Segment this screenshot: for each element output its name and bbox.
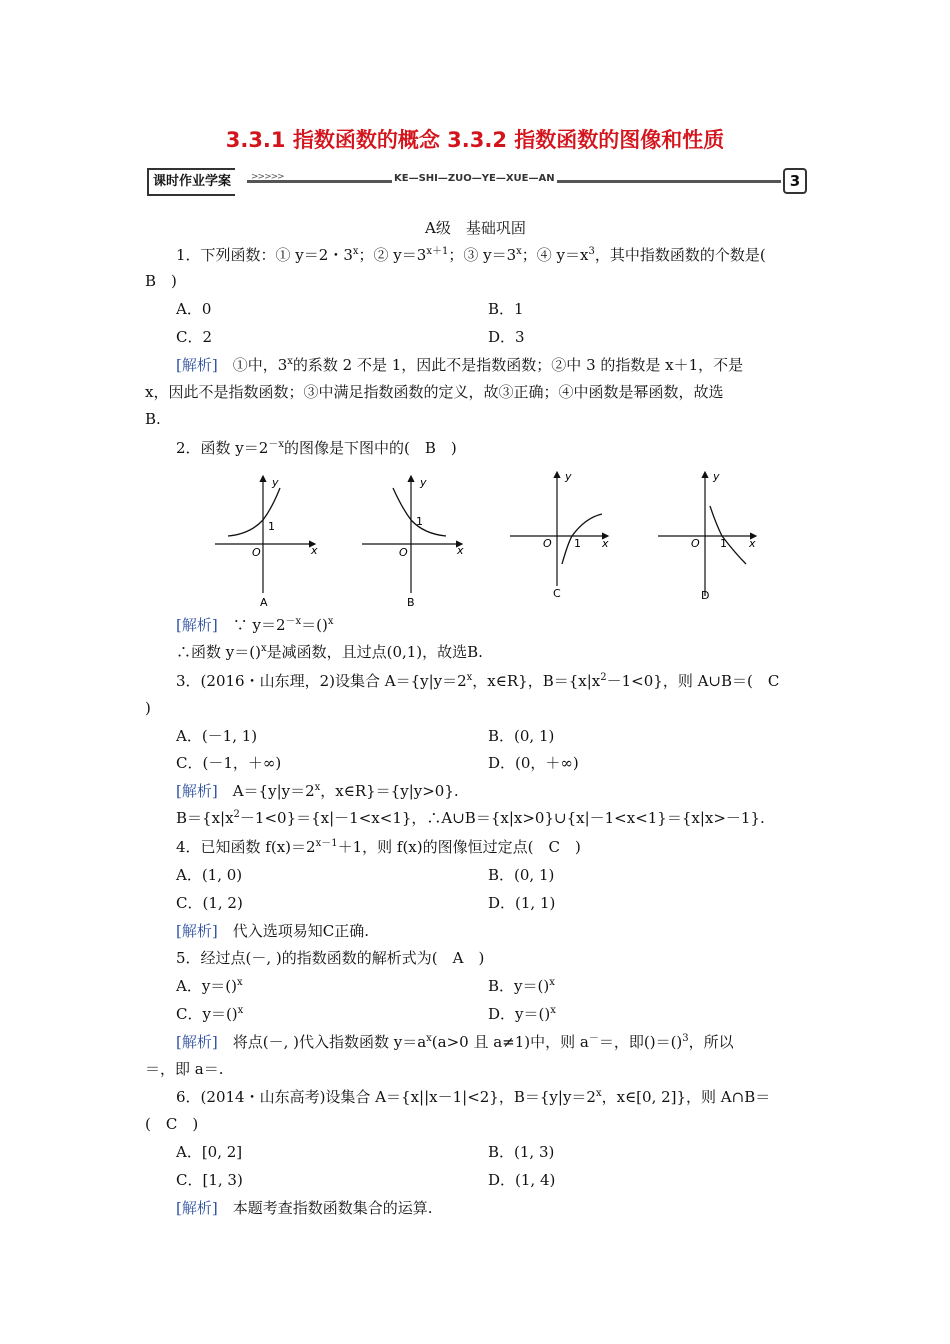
graph-b	[362, 476, 464, 609]
svg-text:O: O	[399, 546, 408, 559]
q5-option-d: D．y＝()$^x$	[488, 1005, 556, 1023]
q5-analysis-1: [解析] 将点(－, )代入指数函数 $y=a^x(a>0$ 且 a≠1)中，则 a－＝，即()＝()$^3$，所以	[176, 1033, 734, 1051]
q5-stem: 5．经过点(－, )的指数函数的解析式为( A )	[176, 949, 485, 967]
q3-option-b: B．(0, 1)	[488, 727, 555, 745]
svg-text:x: x	[457, 544, 464, 557]
q1-answer: B )	[145, 272, 177, 290]
q6-stem-end: ( C )	[145, 1115, 199, 1133]
svg-text:x: x	[749, 537, 756, 550]
graph-b-letter: B	[407, 596, 415, 609]
q3-option-c: C．(－1，＋∞)	[176, 754, 282, 772]
banner-label: 课时作业学案	[147, 168, 235, 196]
curve-c	[562, 514, 602, 564]
q1-analysis-1: [解析] ①中，3$^x$的系数 2 不是 1，因此不是指数函数；②中 3 的指数是 x＋1，不是	[176, 356, 744, 374]
q1-stem: 1．下列函数：① y＝2・3$^x$；② $y=3^{x+1}$；③ $y=3^x$；④ $y=x^3$，其中指数函数的个数是(	[176, 246, 766, 264]
q3-option-d: D．(0，＋∞)	[488, 754, 579, 772]
q1-option-b: B．1	[488, 300, 524, 318]
q3-analysis-2: $B=\{x|x^2-1<0\}=\{x|-1<x<1\}$，∴A∪B＝{x|x>0}∪{x|－1<x<1}＝{x|x>－1}.	[176, 809, 765, 827]
curve-b	[393, 488, 446, 536]
q4-stem: 4．已知函数 $f(x)=2^{x-1}+1$，则 f(x)的图像恒过定点( C )	[176, 838, 581, 856]
svg-text:O: O	[252, 546, 261, 559]
homework-banner	[147, 166, 807, 196]
q6-option-d: D．(1, 4)	[488, 1171, 556, 1189]
q5-analysis-2: ＝，即 a＝.	[145, 1060, 224, 1078]
svg-text:O: O	[691, 537, 700, 550]
q3-option-a: A．(－1, 1)	[176, 727, 258, 745]
svg-text:x: x	[311, 544, 318, 557]
svg-text:y: y	[272, 476, 279, 489]
svg-text:y: y	[420, 476, 427, 489]
q2-graphs	[210, 468, 770, 613]
q4-option-d: D．(1, 1)	[488, 894, 556, 912]
banner-number: 3	[783, 168, 807, 194]
q3-analysis-1: [解析] $A=\{y|y=2^x$，x∈R}＝{y|y>0}.	[176, 782, 459, 800]
banner-pinyin: KE—SHI—ZUO—YE—XUE—AN	[394, 173, 555, 184]
q6-option-a: A．[0, 2]	[176, 1143, 243, 1161]
q4-option-c: C．(1, 2)	[176, 894, 243, 912]
q4-option-a: A．(1, 0)	[176, 866, 243, 884]
svg-text:O: O	[543, 537, 552, 550]
section-heading: A级 基础巩固	[425, 219, 526, 237]
q1-option-c: C．2	[176, 328, 213, 346]
graph-d-letter: D	[701, 589, 710, 602]
svg-text:1: 1	[574, 537, 581, 550]
svg-text:1: 1	[720, 537, 727, 550]
q2-stem: 2．函数 $y=2^{-x}$的图像是下图中的( B )	[176, 439, 457, 457]
graph-a-letter: A	[260, 596, 268, 609]
q6-option-b: B．(1, 3)	[488, 1143, 555, 1161]
banner-arrows: >>>>>	[251, 172, 284, 182]
q6-stem: 6．(2014・山东高考)设集合 A＝{x||x－1|<2}，$B=\{y|y=2^x$，x∈[0, 2]}，则 A∩B＝	[176, 1088, 771, 1106]
q6-option-c: C．[1, 3)	[176, 1171, 243, 1189]
curve-d	[710, 506, 746, 564]
q5-option-a: A．y＝()$^x$	[176, 977, 243, 995]
q1-analysis-2: x，因此不是指数函数；③中满足指数函数的定义，故③正确；④中函数是幂函数，故选	[145, 383, 724, 401]
q4-analysis: [解析] 代入选项易知C正确.	[176, 922, 369, 940]
svg-text:y: y	[565, 470, 572, 483]
svg-text:y: y	[713, 470, 720, 483]
graph-d	[658, 470, 756, 602]
q4-option-b: B．(0, 1)	[488, 866, 555, 884]
graph-c	[510, 470, 609, 600]
svg-text:1: 1	[268, 520, 275, 533]
q5-option-c: C．y＝()$^x$	[176, 1005, 244, 1023]
q1-option-a: A．0	[176, 300, 212, 318]
q1-analysis-3: B.	[145, 410, 161, 428]
q2-analysis-1: [解析] ∵ $y=2^{-x}=()^x$	[176, 616, 334, 634]
graph-c-letter: C	[553, 587, 561, 600]
q5-option-b: B．y＝()$^x$	[488, 977, 555, 995]
q2-analysis-2: ∴函数 y＝()$^x$是减函数，且过点(0,1)，故选B.	[176, 643, 483, 661]
q6-analysis: [解析] 本题考查指数函数集合的运算.	[176, 1199, 433, 1217]
svg-text:x: x	[602, 537, 609, 550]
page-title: 3.3.1 指数函数的概念 3.3.2 指数函数的图像和性质	[225, 128, 725, 152]
q3-stem: 3．(2016・山东理，2)设集合 $A=\{y|y=2^x$，x∈R}，$B=\{x|x^2-1<0\}$，则 A∪B＝( C	[176, 672, 780, 690]
graph-a	[215, 476, 318, 609]
q3-stem-end: )	[145, 699, 151, 717]
q1-option-d: D．3	[488, 328, 525, 346]
svg-text:1: 1	[416, 515, 423, 528]
